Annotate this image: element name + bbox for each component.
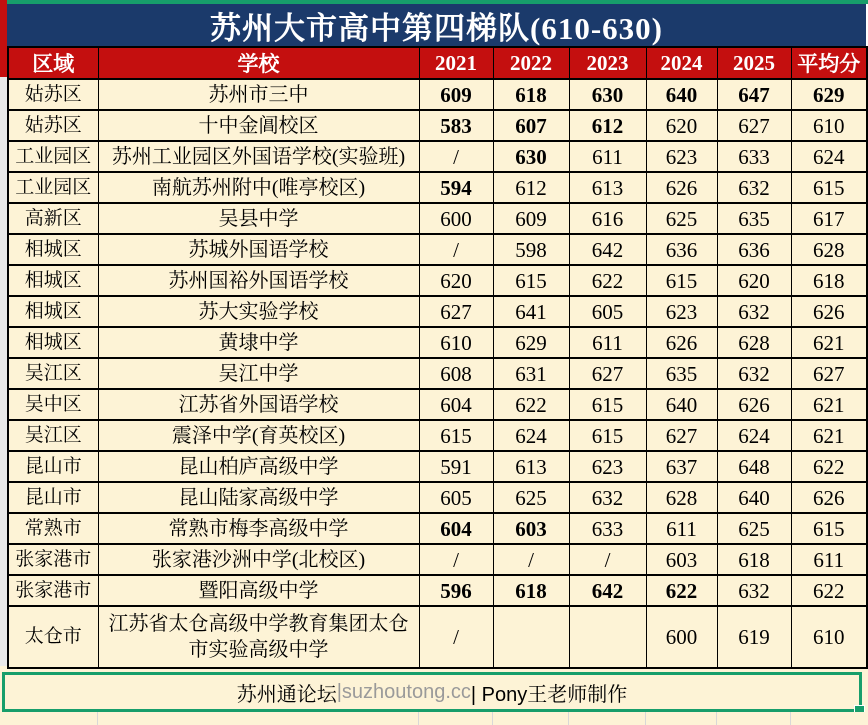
score-cell: 621 — [791, 420, 867, 451]
score-table-body — [8, 79, 867, 668]
table-row — [8, 172, 867, 203]
score-cell: 611 — [569, 141, 646, 172]
score-cell: 632 — [717, 575, 791, 606]
score-cell: 605 — [419, 482, 493, 513]
score-cell: 627 — [717, 110, 791, 141]
school-cell: 张家港沙洲中学(北校区) — [98, 544, 419, 575]
score-cell: 608 — [419, 358, 493, 389]
score-cell: 635 — [717, 203, 791, 234]
bottom-strip — [0, 712, 868, 725]
score-cell: 624 — [717, 420, 791, 451]
score-cell: 635 — [646, 358, 717, 389]
gridline — [492, 712, 493, 725]
region-cell: 相城区 — [8, 296, 98, 327]
school-cell: 苏大实验学校 — [98, 296, 419, 327]
score-cell: 600 — [419, 203, 493, 234]
score-cell: 628 — [646, 482, 717, 513]
score-cell: 632 — [717, 296, 791, 327]
score-cell: 594 — [419, 172, 493, 203]
gridline — [418, 712, 419, 725]
score-cell: 630 — [493, 141, 569, 172]
score-cell: 618 — [493, 79, 569, 110]
score-cell: 591 — [419, 451, 493, 482]
score-cell — [493, 606, 569, 668]
score-cell: 640 — [646, 389, 717, 420]
school-cell: 苏城外国语学校 — [98, 234, 419, 265]
region-cell: 相城区 — [8, 234, 98, 265]
table-row — [8, 358, 867, 389]
score-cell: 642 — [569, 575, 646, 606]
score-cell: 622 — [493, 389, 569, 420]
school-cell: 苏州工业园区外国语学校(实验班) — [98, 141, 419, 172]
score-cell: 640 — [717, 482, 791, 513]
page-title: 苏州大市高中第四梯队(610-630) — [210, 10, 663, 46]
title-bar — [7, 4, 866, 46]
score-cell: 622 — [646, 575, 717, 606]
score-cell: 583 — [419, 110, 493, 141]
score-cell: 615 — [646, 265, 717, 296]
score-cell: 611 — [646, 513, 717, 544]
gridline — [97, 712, 98, 725]
score-cell: 598 — [493, 234, 569, 265]
score-cell: 622 — [569, 265, 646, 296]
header-cell-2024: 2024 — [646, 47, 717, 79]
school-cell: 常熟市梅李高级中学 — [98, 513, 419, 544]
score-cell: 618 — [791, 265, 867, 296]
score-cell — [569, 606, 646, 668]
table-row — [8, 203, 867, 234]
table-row — [8, 234, 867, 265]
score-cell: 611 — [791, 544, 867, 575]
region-cell: 吴中区 — [8, 389, 98, 420]
score-cell: 626 — [646, 172, 717, 203]
gridline — [568, 712, 569, 725]
region-cell: 常熟市 — [8, 513, 98, 544]
score-cell: 632 — [569, 482, 646, 513]
table-row — [8, 327, 867, 358]
score-cell: 627 — [419, 296, 493, 327]
table-row — [8, 451, 867, 482]
score-cell: 629 — [493, 327, 569, 358]
school-cell: 江苏省外国语学校 — [98, 389, 419, 420]
region-cell: 工业园区 — [8, 141, 98, 172]
score-cell: 636 — [717, 234, 791, 265]
score-cell: 636 — [646, 234, 717, 265]
region-cell: 高新区 — [8, 203, 98, 234]
score-cell: / — [419, 234, 493, 265]
score-table — [7, 46, 868, 669]
score-cell: 641 — [493, 296, 569, 327]
score-cell: 604 — [419, 389, 493, 420]
score-cell: 629 — [791, 79, 867, 110]
score-cell: 625 — [646, 203, 717, 234]
region-cell: 相城区 — [8, 327, 98, 358]
score-cell: 615 — [791, 513, 867, 544]
table-row — [8, 265, 867, 296]
table-row — [8, 296, 867, 327]
score-cell: 620 — [717, 265, 791, 296]
header-cell-平均分: 平均分 — [791, 47, 867, 79]
score-cell: 615 — [569, 420, 646, 451]
header-cell-2023: 2023 — [569, 47, 646, 79]
school-cell: 吴县中学 — [98, 203, 419, 234]
score-cell: 607 — [493, 110, 569, 141]
left-margin-red — [0, 0, 7, 77]
score-cell: 624 — [791, 141, 867, 172]
header-cell-2022: 2022 — [493, 47, 569, 79]
score-cell: 620 — [419, 265, 493, 296]
table-row — [8, 606, 867, 668]
score-cell: 611 — [569, 327, 646, 358]
school-cell: 苏州国裕外国语学校 — [98, 265, 419, 296]
score-cell: 633 — [717, 141, 791, 172]
score-cell: 620 — [646, 110, 717, 141]
table-row — [8, 389, 867, 420]
table-row — [8, 544, 867, 575]
table-row — [8, 513, 867, 544]
score-cell: 640 — [646, 79, 717, 110]
score-cell: 618 — [717, 544, 791, 575]
table-row — [8, 79, 867, 110]
score-cell: 610 — [791, 110, 867, 141]
header-cell-2021: 2021 — [419, 47, 493, 79]
score-cell: 637 — [646, 451, 717, 482]
region-cell: 吴江区 — [8, 358, 98, 389]
table-row — [8, 482, 867, 513]
score-cell: 609 — [419, 79, 493, 110]
school-cell: 吴江中学 — [98, 358, 419, 389]
score-cell: 615 — [791, 172, 867, 203]
header-cell-region: 区域 — [8, 47, 98, 79]
score-cell: 626 — [646, 327, 717, 358]
school-cell: 十中金阊校区 — [98, 110, 419, 141]
score-cell: 642 — [569, 234, 646, 265]
table-row — [8, 141, 867, 172]
score-cell: 623 — [646, 141, 717, 172]
score-cell: / — [419, 141, 493, 172]
school-cell: 昆山柏庐高级中学 — [98, 451, 419, 482]
left-margin-grey — [0, 77, 7, 666]
score-cell: 604 — [419, 513, 493, 544]
score-cell: 621 — [791, 389, 867, 420]
table-row — [8, 110, 867, 141]
score-cell: 628 — [717, 327, 791, 358]
region-cell: 姑苏区 — [8, 79, 98, 110]
score-cell: 610 — [791, 606, 867, 668]
score-cell: 626 — [717, 389, 791, 420]
score-cell: 603 — [493, 513, 569, 544]
score-cell: 648 — [717, 451, 791, 482]
region-cell: 昆山市 — [8, 451, 98, 482]
header-cell-school: 学校 — [98, 47, 419, 79]
header-cell-2025: 2025 — [717, 47, 791, 79]
score-cell: 631 — [493, 358, 569, 389]
score-cell: 626 — [791, 296, 867, 327]
score-cell: 605 — [569, 296, 646, 327]
score-cell: 627 — [791, 358, 867, 389]
score-cell: 630 — [569, 79, 646, 110]
score-cell: 628 — [791, 234, 867, 265]
score-cell: 623 — [569, 451, 646, 482]
score-cell: 627 — [646, 420, 717, 451]
score-cell: 626 — [791, 482, 867, 513]
table-header-row — [8, 47, 867, 79]
score-cell: 613 — [569, 172, 646, 203]
region-cell: 姑苏区 — [8, 110, 98, 141]
score-cell: 603 — [646, 544, 717, 575]
region-cell: 张家港市 — [8, 544, 98, 575]
school-cell: 江苏省太仓高级中学教育集团太仓市实验高级中学 — [98, 606, 419, 668]
score-cell: / — [419, 544, 493, 575]
score-cell: 610 — [419, 327, 493, 358]
region-cell: 工业园区 — [8, 172, 98, 203]
score-cell: 609 — [493, 203, 569, 234]
gridline — [716, 712, 717, 725]
region-cell: 昆山市 — [8, 482, 98, 513]
score-cell: 632 — [717, 358, 791, 389]
score-cell: 625 — [717, 513, 791, 544]
region-cell: 相城区 — [8, 265, 98, 296]
score-cell: 613 — [493, 451, 569, 482]
score-cell: 615 — [569, 389, 646, 420]
table-row — [8, 420, 867, 451]
score-cell: 647 — [717, 79, 791, 110]
credit-url: |suzhoutong.cc — [336, 680, 471, 703]
gridline — [645, 712, 646, 725]
table-row — [8, 575, 867, 606]
score-cell: 616 — [569, 203, 646, 234]
score-cell: 619 — [717, 606, 791, 668]
score-cell: 615 — [419, 420, 493, 451]
score-cell: / — [569, 544, 646, 575]
region-cell: 张家港市 — [8, 575, 98, 606]
score-cell: 624 — [493, 420, 569, 451]
score-table-block — [7, 4, 866, 669]
school-cell: 暨阳高级中学 — [98, 575, 419, 606]
score-cell: 627 — [569, 358, 646, 389]
region-cell: 太仓市 — [8, 606, 98, 668]
score-cell: 632 — [717, 172, 791, 203]
score-cell: / — [493, 544, 569, 575]
footer-bar — [2, 672, 862, 712]
score-cell: 612 — [493, 172, 569, 203]
score-cell: 612 — [569, 110, 646, 141]
score-cell: 623 — [646, 296, 717, 327]
score-cell: 618 — [493, 575, 569, 606]
score-cell: 600 — [646, 606, 717, 668]
score-cell: 622 — [791, 575, 867, 606]
school-cell: 苏州市三中 — [98, 79, 419, 110]
credit-forum: 苏州通论坛 — [236, 683, 337, 706]
score-cell: 615 — [493, 265, 569, 296]
score-cell: 622 — [791, 451, 867, 482]
school-cell: 黄埭中学 — [98, 327, 419, 358]
region-cell: 吴江区 — [8, 420, 98, 451]
credit-author: | Pony王老师制作 — [470, 683, 628, 706]
gridline — [790, 712, 791, 725]
score-cell: / — [419, 606, 493, 668]
score-cell: 633 — [569, 513, 646, 544]
score-cell: 621 — [791, 327, 867, 358]
score-cell: 596 — [419, 575, 493, 606]
school-cell: 昆山陆家高级中学 — [98, 482, 419, 513]
score-cell: 617 — [791, 203, 867, 234]
score-cell: 625 — [493, 482, 569, 513]
school-cell: 震泽中学(育英校区) — [98, 420, 419, 451]
school-cell: 南航苏州附中(唯亭校区) — [98, 172, 419, 203]
